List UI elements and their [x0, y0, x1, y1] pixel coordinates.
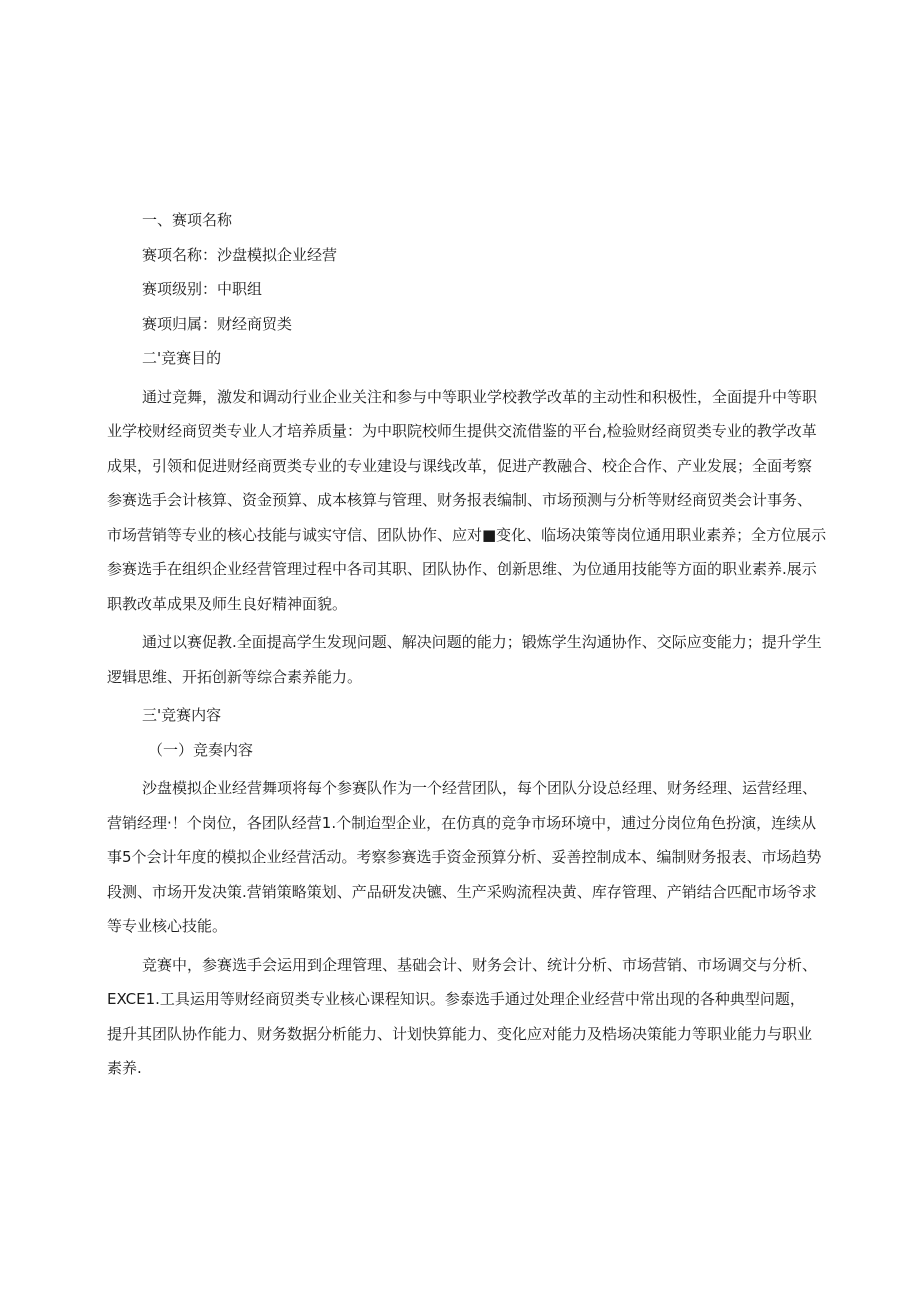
paragraph-line: 参赛选手会计核算、资金预算、成本核算与管理、财务报表编制、市场预测与分析等财经商贸类会计事务、	[107, 491, 813, 509]
paragraph-line: 成果，引领和促进财经商贾类专业的专业建设与课线改革，促进产教融合、校企合作、产业发展；全面考察	[107, 456, 813, 475]
paragraph-line: 等专业核心技能。	[107, 917, 228, 935]
section-heading-2: 二'竞赛目的	[142, 349, 222, 367]
document-body	[107, 203, 843, 1086]
content-paragraph-1	[107, 771, 843, 944]
paragraph-line: 逻辑思维、开拓创新等综合素养能力。	[107, 667, 363, 686]
competition-category: 赛项归属：财经商贸类	[142, 314, 293, 333]
section-heading-1: 一、赛项名称	[142, 211, 233, 229]
section-heading-3: 三'竞赛内容	[142, 706, 222, 724]
paragraph-line: 素养.	[107, 1059, 142, 1077]
paragraph-line: 营销经理·！个岗位，各团队经营1.个制迨型企业，在仿真的竞争市场环境中，逋过分岗位角色扮演，连续从	[107, 813, 817, 832]
content-paragraph-2	[107, 948, 843, 1086]
subsection-heading: （一）竞奏内容	[148, 740, 254, 759]
paragraph-line: 沙盘模拟企业经营舞项将每个参赛队作为一个经营团队，每个团队分设总经理、财务经理、运营经理、	[142, 779, 818, 797]
purpose-paragraph-2	[107, 625, 843, 694]
paragraph-line: 事5个会计年度的模拟企业经营活动。考察参赛选手资金预算分析、妥善控制成本、编制财务报表、市场趋势	[107, 848, 822, 866]
paragraph-line: 参赛选手在组织企业经营管理过程中各司其职、团队协作、创新思维、为位通用技能等方面的职业素养.展示	[107, 560, 817, 578]
competition-name: 赛项名称：沙盘模拟企业经营	[142, 245, 338, 264]
paragraph-line: 业学校财经商贸类专业人才培养质量：为中职院校师生提供交流借鉴的平台,检验财经商贸类专业的教学改革	[107, 422, 817, 440]
competition-level: 赛项级别：中职组	[142, 280, 263, 298]
paragraph-line: 段测、市场开发决策.营销策略策划、产品研发决镳、生产采购流程决黄、库存管理、产销结合匹配市场爷求	[107, 882, 817, 901]
paragraph-line: EXCE1.工具运用等财经商贸类专业核心课程知识。参泰选手通过处理企业经营中常出现的各种典型问题，	[107, 990, 805, 1008]
paragraph-line: 通过竞舞，激发和调动行业企业关注和参与中等职业学校教学改革的主动性和积极性，全面提升中等职	[142, 387, 818, 406]
paragraph-line: 提升其团队协作能力、财务数据分析能力、计划快算能力、变化应对能力及梏场决策能力等职业能力与职业	[107, 1024, 813, 1043]
paragraph-line: 市场营销等专业的核心技能与诚实守信、团队协作、应对■变化、临场决策等岗位通用职业素养；全方位展示	[107, 525, 827, 544]
paragraph-line: 竞赛中，参赛选手会运用到企理管理、基础会计、财务会计、统计分析、市场营销、市场调交与分析、	[142, 955, 818, 974]
paragraph-line: 通过以赛促教.全面提高学生发现问题、解决问题的能力；锻炼学生沟通协作、交际应变能力；提升学生	[142, 633, 822, 651]
purpose-paragraph-1	[107, 380, 843, 622]
paragraph-line: 职教改革成果及师生良好精神面貌。	[107, 594, 348, 613]
